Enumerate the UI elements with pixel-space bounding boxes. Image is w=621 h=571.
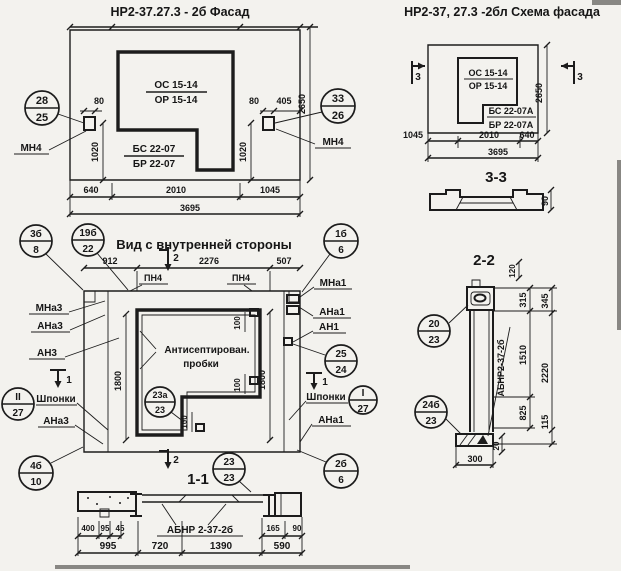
dim-300: 300 (467, 454, 483, 464)
dim-640-schema: 640 (519, 130, 535, 140)
svg-text:27: 27 (357, 404, 369, 415)
dim-80-right: 80 (248, 96, 260, 106)
section11-ibeam-right (263, 495, 275, 516)
callout-2b-6 (297, 450, 358, 488)
svg-text:33: 33 (331, 93, 345, 105)
section-marker-1-right (306, 373, 328, 390)
facade-anchor-right-label: МН4 (322, 137, 344, 148)
facade-drawing (14, 5, 355, 217)
dim-912: 912 (102, 256, 118, 266)
facade-anchor-right (263, 117, 274, 130)
dim-405: 405 (276, 96, 292, 106)
dim-120: 120 (508, 264, 517, 278)
label-shponki-left: Шпонки (36, 394, 76, 405)
dim-2650-schema: 2650 (534, 82, 544, 104)
dim-95: 95 (100, 524, 110, 533)
anchor-detail-top-right-2 (287, 306, 299, 314)
dim-1800-left: 1800 (113, 370, 123, 392)
svg-text:23: 23 (154, 405, 166, 415)
schema-block-mark-top: БС 22-07А (488, 106, 534, 116)
svg-text:23: 23 (428, 335, 440, 346)
svg-text:3: 3 (577, 72, 583, 83)
label-an3: АН3 (36, 348, 58, 359)
svg-text:10: 10 (30, 477, 42, 488)
facade-anchor-left (84, 117, 95, 130)
scan-artifact-bottom (55, 565, 410, 569)
svg-text:28: 28 (35, 95, 49, 107)
schema-opening-mark-top: ОС 15-14 (468, 68, 508, 78)
dim-1390: 1390 (209, 541, 233, 552)
dim-400: 400 (81, 524, 95, 533)
section-marker-3-right (561, 61, 583, 84)
label-mna1: МНа1 (319, 278, 347, 289)
dim-45: 45 (115, 524, 125, 533)
svg-text:23: 23 (425, 416, 437, 427)
antiseptic-note-line1: Антисептирован. (164, 345, 250, 356)
label-ana3b: АНа3 (43, 416, 69, 427)
dim-100-2: 100 (233, 378, 242, 392)
section11-left-jamb (78, 492, 136, 511)
dim-90: 90 (292, 524, 302, 533)
dim-825: 825 (518, 405, 528, 421)
facade-anchor-left-label: МН4 (20, 143, 42, 154)
schema-title: НР2-37, 27.3 -2бл Схема фасада (404, 5, 600, 19)
dim-2276: 2276 (198, 256, 220, 266)
dim-1800-right: 1800 (257, 369, 267, 391)
callout-keys-left (2, 388, 34, 420)
inner-view-title: Вид с внутренней стороны (116, 237, 292, 252)
dim-2650-facade: 2650 (297, 93, 307, 115)
section-3-3 (430, 169, 554, 213)
schema-opening-mark-bottom: ОР 15-14 (468, 81, 508, 91)
section22-part-label: АБНР2-37-2б (496, 339, 506, 397)
section-3-3-profile (430, 190, 543, 210)
dim-345: 345 (540, 293, 550, 309)
dim-720: 720 (151, 541, 169, 552)
svg-text:I: I (361, 388, 365, 399)
facade-opening-mark-bottom: ОР 15-14 (154, 95, 198, 106)
svg-text:19б: 19б (79, 228, 97, 239)
svg-text:22: 22 (82, 244, 94, 255)
svg-text:II: II (15, 392, 21, 403)
section11-right-jamb (275, 493, 301, 516)
callout-4b-10 (19, 447, 83, 490)
dim-2220: 2220 (540, 362, 550, 384)
callout-19b-22 (72, 224, 128, 290)
svg-text:2б: 2б (335, 459, 347, 470)
dim-2010: 2010 (165, 185, 187, 195)
svg-text:3б: 3б (30, 229, 42, 240)
section11-part-label: АБНР 2-37-2б (166, 525, 234, 536)
svg-text:1: 1 (66, 375, 72, 386)
anchor-detail-right-mid (284, 338, 292, 345)
pn4-right-label: ПН4 (232, 273, 250, 283)
section-1-1-label: 1-1 (187, 471, 209, 488)
callout-25-24 (293, 344, 357, 377)
svg-text:25: 25 (35, 112, 49, 124)
label-shponki-right: Шпонки (306, 392, 346, 403)
dim-590: 590 (273, 541, 291, 552)
dim-20: 20 (492, 441, 501, 451)
label-mna3: МНа3 (35, 303, 63, 314)
pn4-left-label: ПН4 (144, 273, 162, 283)
dim-1045-schema: 1045 (402, 130, 424, 140)
svg-text:24: 24 (335, 365, 347, 376)
scan-artifact-top-right (592, 0, 621, 5)
facade-block-mark-top: БС 22-07 (132, 144, 176, 155)
svg-text:6: 6 (338, 475, 344, 486)
dim-165: 165 (266, 524, 280, 533)
dim-315: 315 (518, 292, 528, 308)
dim-115: 115 (540, 414, 550, 430)
svg-text:3: 3 (415, 72, 421, 83)
dim-507: 507 (276, 256, 292, 266)
section-marker-3-left (412, 61, 425, 84)
svg-text:8: 8 (33, 245, 39, 256)
schema-drawing (403, 5, 601, 162)
section-2-2 (415, 252, 557, 468)
svg-text:26: 26 (331, 110, 345, 122)
dim-90-section33: 90 (540, 195, 550, 207)
dim-1510: 1510 (518, 344, 528, 366)
svg-text:1б: 1б (335, 229, 347, 240)
dim-2010-schema: 2010 (478, 130, 500, 140)
svg-text:25: 25 (335, 349, 347, 360)
callout-24b-23 (415, 396, 461, 434)
callout-facade-right (275, 89, 355, 123)
dim-1045: 1045 (259, 185, 281, 195)
dim-100-1: 100 (233, 316, 242, 330)
callout-keys-right (349, 386, 377, 415)
svg-text:23: 23 (223, 473, 235, 484)
section-marker-1-left (50, 370, 72, 388)
facade-title: НР2-37.27.3 - 2б Фасад (110, 5, 250, 19)
svg-text:23а: 23а (152, 390, 168, 400)
label-ana1: АНа1 (319, 307, 345, 318)
label-ana1b: АНа1 (318, 415, 344, 426)
dim-80-left: 80 (93, 96, 105, 106)
svg-text:24б: 24б (422, 400, 440, 411)
section11-ibeam-left (130, 494, 142, 516)
facade-block-mark-bottom: БР 22-07 (132, 159, 176, 170)
svg-text:20: 20 (428, 319, 440, 330)
callout-20-23 (418, 305, 468, 347)
antiseptic-note-line2: пробки (183, 359, 219, 370)
scan-artifact-right (617, 160, 621, 330)
section-1-1 (75, 471, 305, 556)
dim-640: 640 (83, 185, 99, 195)
callout-23a-23 (145, 387, 184, 422)
callout-facade-left (25, 91, 84, 125)
section-2-2-label: 2-2 (473, 252, 495, 269)
dim-1020-left: 1020 (90, 141, 100, 163)
svg-text:23: 23 (223, 457, 235, 468)
facade-opening-mark-top: ОС 15-14 (154, 80, 198, 91)
dim-3695-schema: 3695 (487, 147, 509, 157)
svg-text:6: 6 (338, 245, 344, 256)
plug-mark-3 (196, 424, 204, 431)
dim-3695-facade: 3695 (179, 203, 201, 213)
label-ana3: АНа3 (37, 321, 63, 332)
inner-view-drawing (2, 224, 377, 492)
svg-text:27: 27 (12, 408, 24, 419)
svg-text:2: 2 (173, 455, 179, 466)
callout-23-23 (213, 453, 251, 492)
svg-text:4б: 4б (30, 461, 42, 472)
svg-text:1: 1 (322, 377, 328, 388)
svg-text:2: 2 (173, 253, 179, 264)
dim-100-3: 100 (180, 415, 189, 429)
section-3-3-label: 3-3 (485, 169, 507, 186)
dim-1020-right: 1020 (238, 141, 248, 163)
dim-995: 995 (99, 541, 117, 552)
label-an1: АН1 (318, 322, 340, 333)
schema-block-mark-bottom: БР 22-07А (488, 120, 534, 130)
